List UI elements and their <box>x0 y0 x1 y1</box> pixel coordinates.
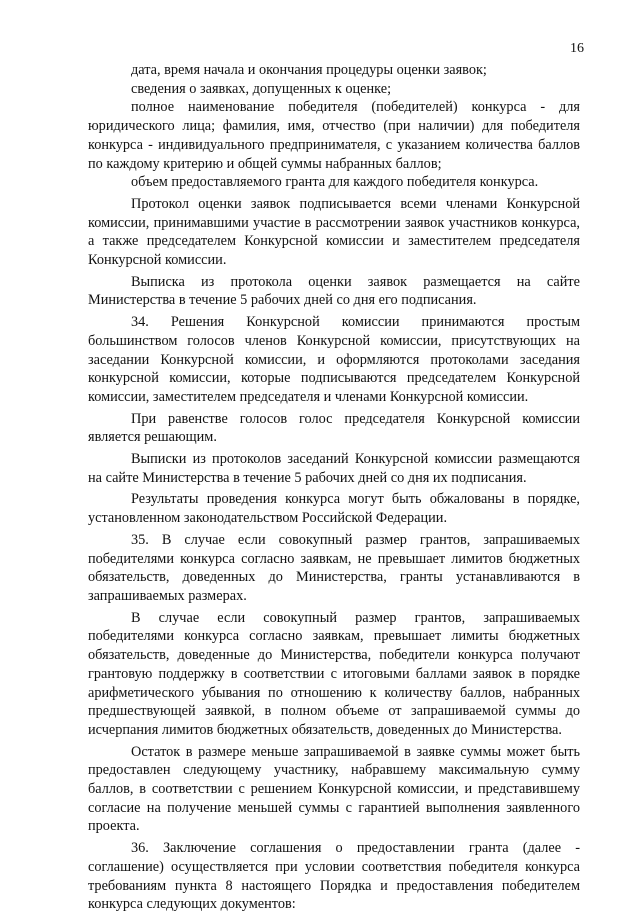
paragraph-12: В случае если совокупный размер грантов, запрашиваемых победителями конкурса согласно заявкам, превышает лимиты бюджетных обязательств, доведенные до Министерства, победители конкурса получают грантовую поддержку в соответствии с итоговыми баллами заявок в порядке арифметического убывания по отношению к количеству баллов, набранных предшествующей заявкой, в полном объеме от запрашиваемой суммы до исчерпания лимитов бюджетных обязательств, доведенных до Министерства. <box>88 609 580 738</box>
paragraph-8: При равенстве голосов голос председателя Конкурсной комиссии является решающим. <box>88 410 580 446</box>
document-body <box>88 61 580 914</box>
paragraph-14: 36. Заключение соглашения о предоставлении гранта (далее - соглашение) осуществляется при условии соответствия победителя конкурса требованиям пункта 8 настоящего Порядка и предоставления победителем конкурса следующих документов: <box>88 840 580 913</box>
paragraph-9: Выписки из протоколов заседаний Конкурсной комиссии размещаются на сайте Министерства в течение 5 рабочих дней со дня их подписания. <box>88 451 580 486</box>
paragraph-10: Результаты проведения конкурса могут быть обжалованы в порядке, установленном законодательством Российской Федерации. <box>88 491 580 527</box>
page-number: 16 <box>570 41 584 56</box>
paragraph-3: полное наименование победителя (победителей) конкурса - для юридического лица; фамилия, имя, отчество (при наличии) для победителя конкурса - индивидуального предпринимателя, с указанием количества баллов по каждому критерию и общей суммы набранных баллов; <box>88 99 580 172</box>
paragraph-7: 34. Решения Конкурсной комиссии принимаются простым большинством голосов членов Конкурсной комиссии, присутствующих на заседании Конкурсной комиссии, и оформляются протоколами заседания конкурсной комиссии, которые подписываются председателем Конкурсной комиссии, заместителем председателя и членами Конкурсной комиссии. <box>88 314 580 405</box>
paragraph-11: 35. В случае если совокупный размер грантов, запрашиваемых победителями конкурса согласно заявкам, не превышает лимитов бюджетных обязательств, доведенных до Министерства, гранты устанавливаются в запрашиваемых размерах. <box>88 531 580 604</box>
paragraph-1: дата, время начала и окончания процедуры оценки заявок; <box>131 62 487 78</box>
paragraph-4: объем предоставляемого гранта для каждого победителя конкурса. <box>131 174 539 191</box>
paragraph-5: Протокол оценки заявок подписывается всеми членами Конкурсной комиссии, принимавшими участие в рассмотрении заявок участников конкурса, а также председателем Конкурсной комиссии и заместителем председателя Конкурсной комиссии. <box>88 195 580 269</box>
paragraph-2: сведения о заявках, допущенных к оценке; <box>131 80 392 97</box>
paragraph-13: Остаток в размере меньше запрашиваемой в заявке суммы может быть предоставлен следующему участнику, набравшему максимальную сумму баллов, в соответствии с решением Конкурсной комиссии, и представившему согласие на получение меньшей суммы с гарантией выполнения заявленного проекта. <box>88 743 580 835</box>
paragraph-6: Выписка из протокола оценки заявок размещается на сайте Министерства в течение 5 рабочих дней со дня его подписания. <box>88 273 580 309</box>
